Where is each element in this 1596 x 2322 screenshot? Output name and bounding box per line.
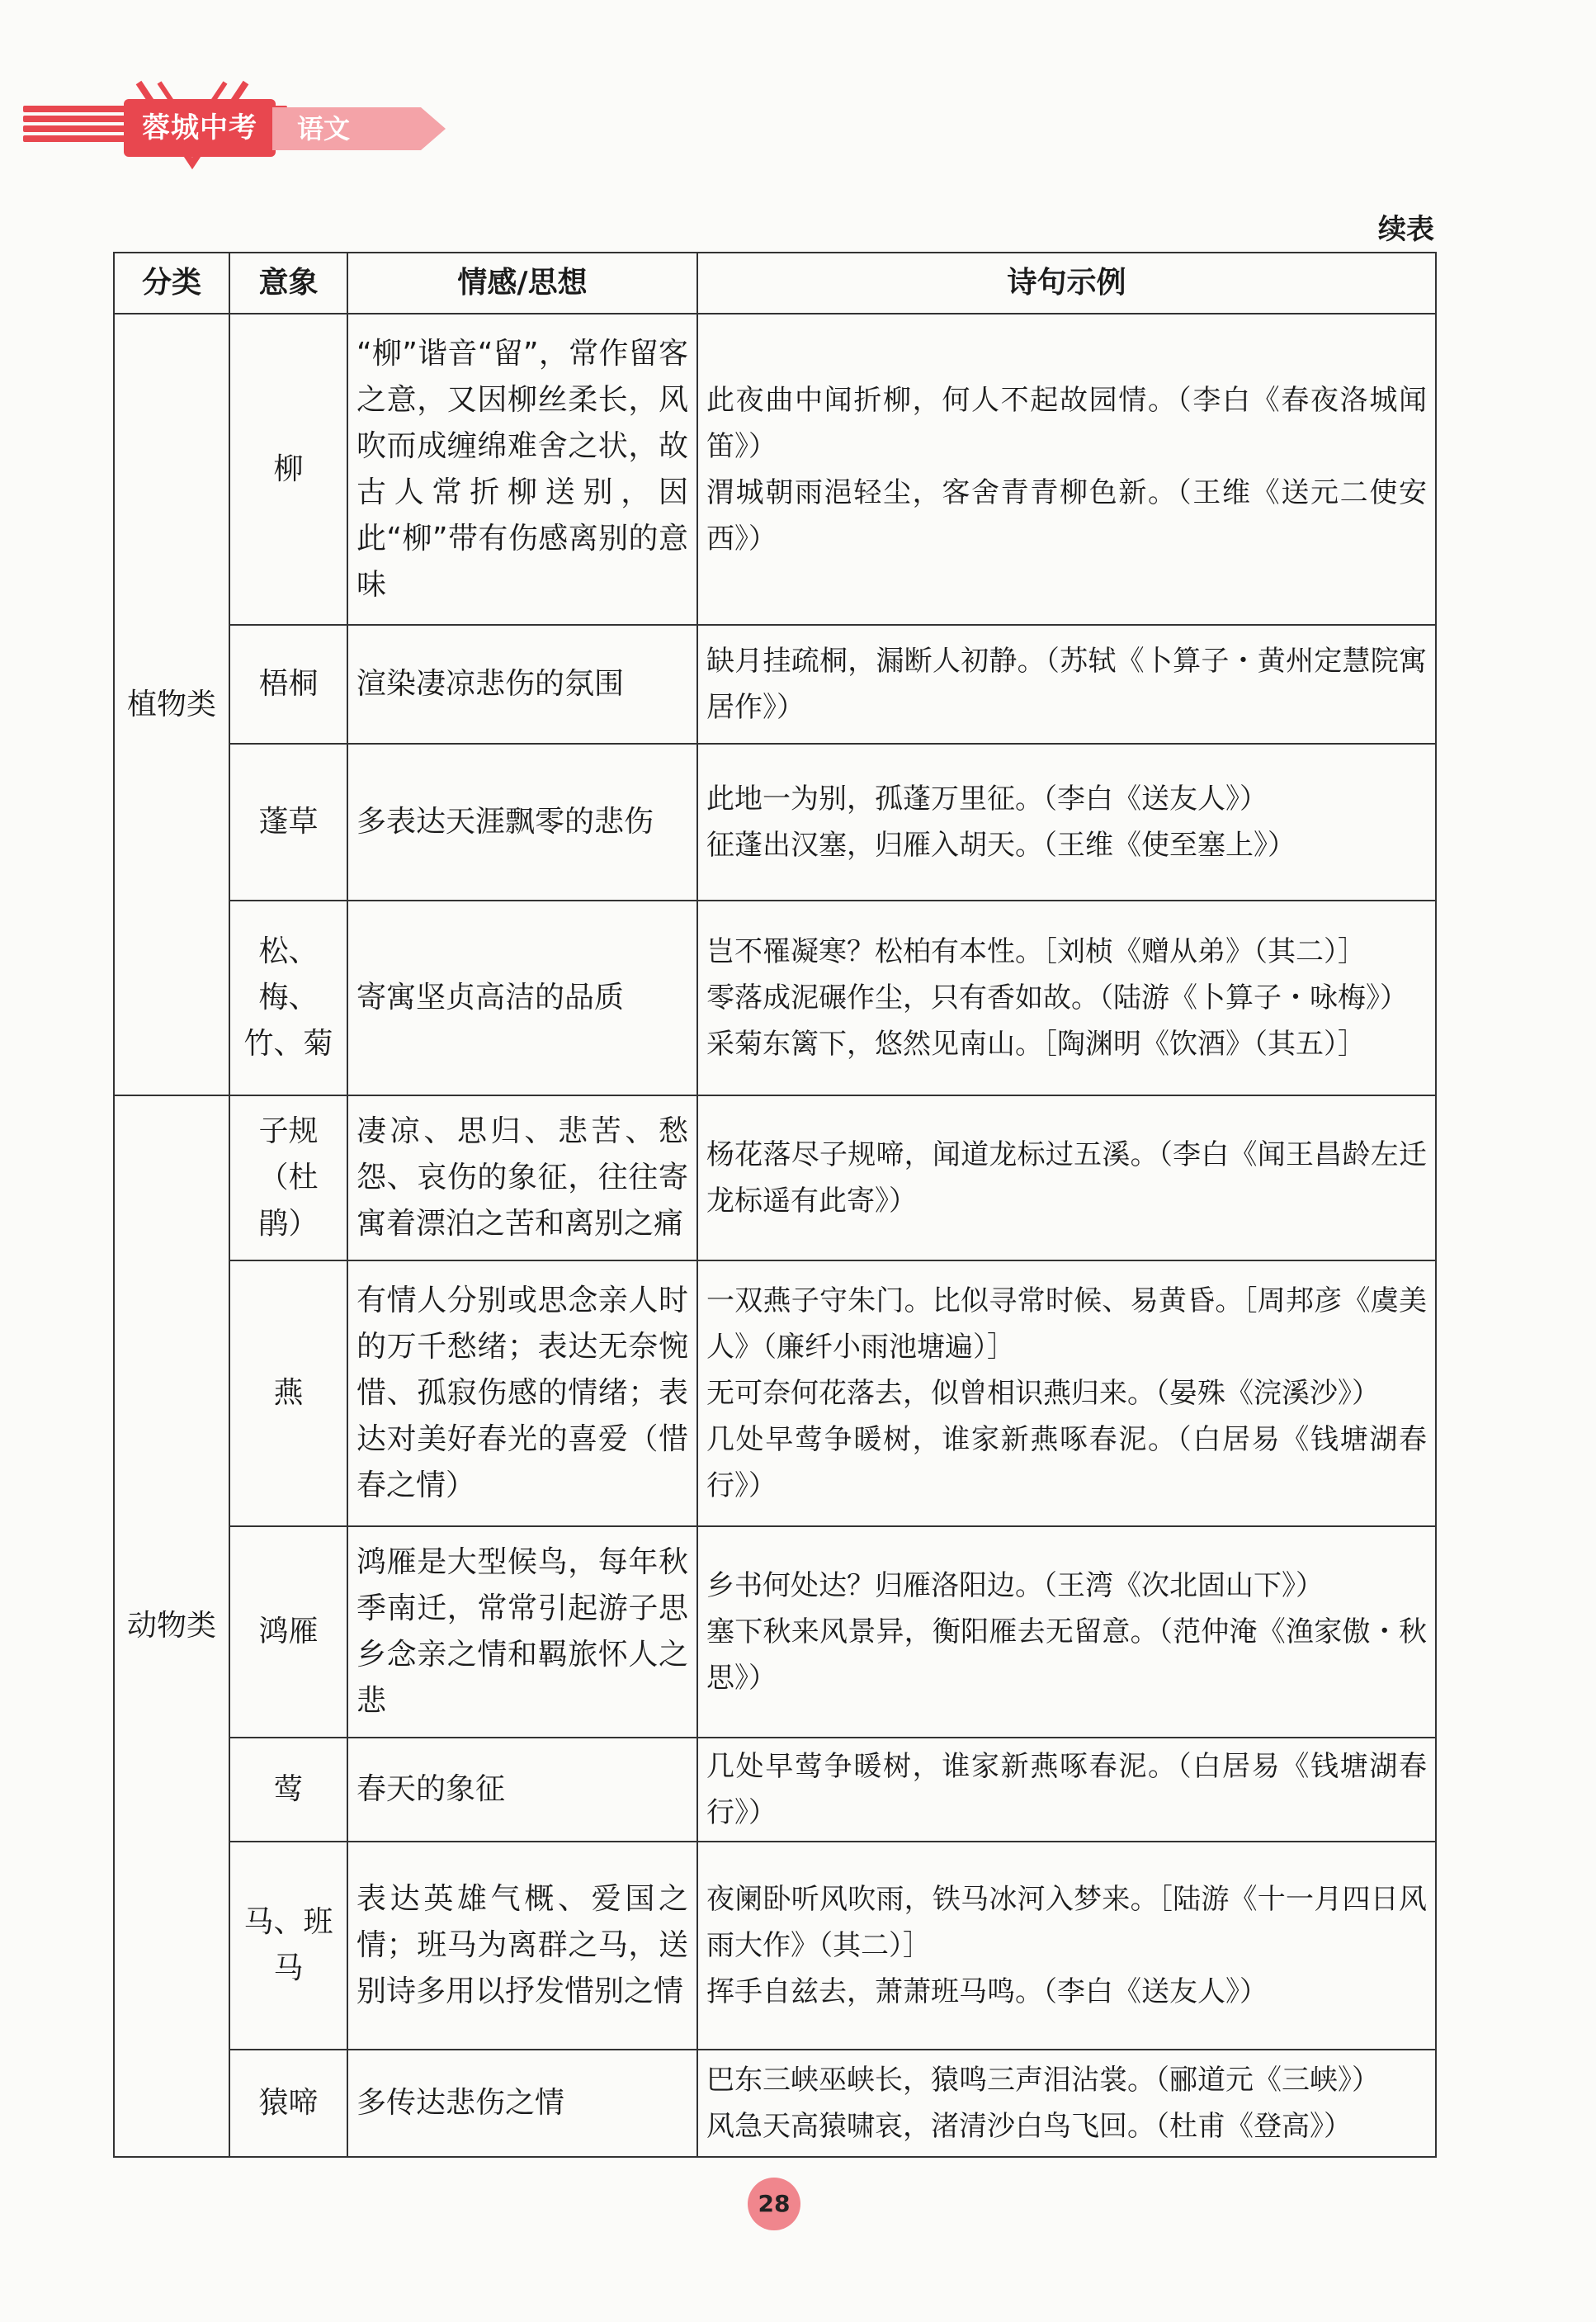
- example-line: 几处早莺争暖树，谁家新燕啄春泥。（白居易《钱塘湖春行》）: [706, 1423, 1427, 1502]
- table-row: [114, 1095, 1436, 1260]
- image-cell: 莺: [229, 1738, 347, 1842]
- image-cell: 马、班马: [229, 1842, 347, 2050]
- example-line: 零落成泥碾作尘，只有香如故。（陆游《卜算子・咏梅》）: [706, 981, 1408, 1014]
- example-line: 采菊东篱下，悠然见南山。［陶渊明《饮酒》（其五）］: [706, 1028, 1366, 1061]
- example-line: 挥手自兹去，萧萧班马鸣。（李白《送友人》）: [706, 1975, 1268, 2008]
- examples-cell: [697, 1095, 1436, 1260]
- table-row: [114, 1526, 1436, 1738]
- image-cell: 燕: [229, 1260, 347, 1526]
- example-line: 无可奈何花落去，似曾相识燕归来。（晏殊《浣溪沙》）: [706, 1377, 1380, 1410]
- table-row: [114, 1738, 1436, 1842]
- header-category: 分类: [114, 253, 229, 314]
- subject-tail: [421, 107, 446, 150]
- emotion-cell: 凄凉、思归、悲苦、愁怨、哀伤的象征，往往寄寓着漂泊之苦和离别之痛: [347, 1095, 697, 1260]
- image-cell: 松、梅、竹、菊: [229, 901, 347, 1095]
- emotion-cell: 鸿雁是大型候鸟，每年秋季南迁，常常引起游子思乡念亲之情和羁旅怀人之悲: [347, 1526, 697, 1738]
- examples-cell: [697, 314, 1436, 625]
- header-image: 意象: [229, 253, 347, 314]
- examples-cell: [697, 1738, 1436, 1842]
- example-line: 岂不罹凝寒？松柏有本性。［刘桢《赠从弟》（其二）］: [706, 935, 1366, 968]
- header-emotion: 情感/思想: [347, 253, 697, 314]
- category-animal: 动物类: [114, 1095, 229, 2157]
- example-line: 此夜曲中闻折柳，何人不起故园情。（李白《春夜洛城闻笛》）: [706, 383, 1427, 463]
- table-row: [114, 901, 1436, 1095]
- examples-cell: [697, 1260, 1436, 1526]
- emotion-cell: 渲染凄凉悲伤的氛围: [347, 625, 697, 744]
- example-line: 征蓬出汉塞，归雁入胡天。（王维《使至塞上》）: [706, 829, 1296, 862]
- example-line: 缺月挂疏桐，漏断人初静。（苏轼《卜算子・黄州定慧院寓居作》）: [706, 645, 1427, 724]
- example-line: 渭城朝雨浥轻尘，客舍青青柳色新。（王维《送元二使安西》）: [706, 475, 1427, 556]
- examples-cell: [697, 901, 1436, 1095]
- table-row: [114, 1260, 1436, 1526]
- example-line: 巴东三峡巫峡长，猿鸣三声泪沾裳。（郦道元《三峡》）: [706, 2064, 1380, 2097]
- examples-cell: [697, 625, 1436, 744]
- examples-cell: [697, 2050, 1436, 2157]
- example-line: 夜阑卧听风吹雨，铁马冰河入梦来。［陆游《十一月四日风雨大作》（其二）］: [706, 1883, 1427, 1962]
- example-line: 塞下秋来风景异，衡阳雁去无留意。（范仲淹《渔家傲・秋思》）: [706, 1615, 1427, 1695]
- emotion-cell: 春天的象征: [347, 1738, 697, 1842]
- table-row: [114, 625, 1436, 744]
- table-row: [114, 2050, 1436, 2157]
- example-line: 几处早莺争暖树，谁家新燕啄春泥。（白居易《钱塘湖春行》）: [706, 1750, 1427, 1829]
- page-number-badge: 28: [748, 2178, 800, 2230]
- table-row: [114, 744, 1436, 901]
- image-cell: 柳: [229, 314, 347, 625]
- examples-cell: [697, 744, 1436, 901]
- table-row: [114, 1842, 1436, 2050]
- example-line: 此地一为别，孤蓬万里征。（李白《送友人》）: [706, 783, 1268, 816]
- category-plant: 植物类: [114, 314, 229, 1095]
- header-examples: 诗句示例: [697, 253, 1436, 314]
- example-line: 风急天高猿啸哀，渚清沙白鸟飞回。（杜甫《登高》）: [706, 2110, 1352, 2143]
- examples-cell: [697, 1526, 1436, 1738]
- image-cell: 猿啼: [229, 2050, 347, 2157]
- emotion-cell: 有情人分别或思念亲人时的万千愁绪；表达无奈惋惜、孤寂伤感的情绪；表达对美好春光的喜爱（惜春之情）: [347, 1260, 697, 1526]
- emotion-cell: 寄寓坚贞高洁的品质: [347, 901, 697, 1095]
- image-cell: 梧桐: [229, 625, 347, 744]
- image-cell: 鸿雁: [229, 1526, 347, 1738]
- imagery-table: [113, 252, 1437, 2158]
- emotion-cell: 多传达悲伤之情: [347, 2050, 697, 2157]
- continued-label: 续表: [1378, 213, 1434, 246]
- emotion-cell: 表达英雄气概、爱国之情；班马为离群之马，送别诗多用以抒发惜别之情: [347, 1842, 697, 2050]
- examples-cell: [697, 1842, 1436, 2050]
- table-header-row: [114, 253, 1436, 314]
- emotion-cell: 多表达天涯飘零的悲伤: [347, 744, 697, 901]
- example-line: 乡书何处达？归雁洛阳边。（王湾《次北固山下》）: [706, 1569, 1324, 1602]
- subject-label: 语文: [272, 107, 421, 150]
- image-cell: 蓬草: [229, 744, 347, 901]
- example-line: 杨花落尽子规啼，闻道龙标过五溪。（李白《闻王昌龄左迁龙标遥有此寄》）: [706, 1138, 1427, 1218]
- table-row: [114, 314, 1436, 625]
- example-line: 一双燕子守朱门。比似寻常时候、易黄昏。［周邦彦《虞美人》（廉纤小雨池塘遍）］: [706, 1284, 1427, 1364]
- page-header: [0, 0, 1596, 215]
- emotion-cell: “柳”谐音“留”，常作留客之意，又因柳丝柔长，风吹而成缠绵难舍之状，故古人常折柳送别，因此“柳”带有伤感离别的意味: [347, 314, 697, 625]
- image-cell: 子规（杜鹃）: [229, 1095, 347, 1260]
- brand-label: 蓉城中考: [124, 99, 276, 157]
